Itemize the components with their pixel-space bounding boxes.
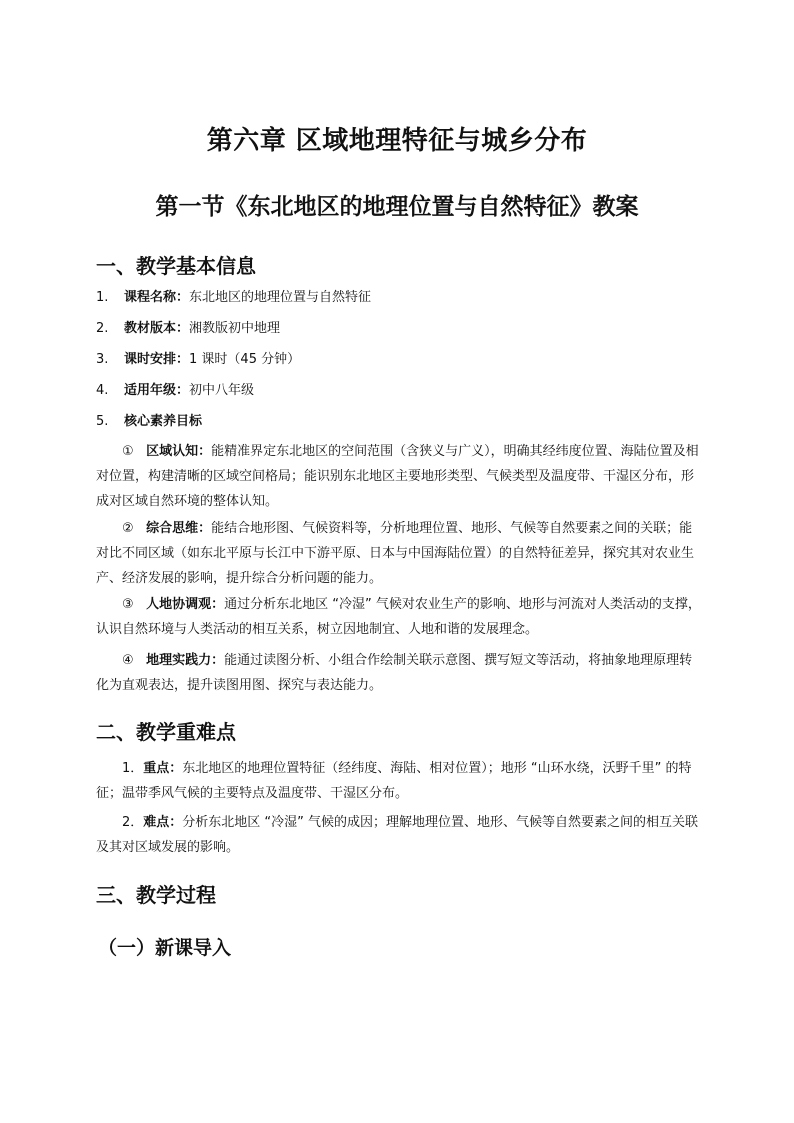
difficult-point: 2．难点：分析东北地区 “冷湿” 气候的成因；理解地理位置、地形、气候等自然要素之间的相互关联及其对区域发展的影响。 [96,815,699,855]
info-item-schedule: 3. 课时安排：1 课时（45 分钟） [96,352,301,367]
chapter-title: 第六章 区域地理特征与城乡分布 [206,126,588,156]
info-item-course-name: 1. 课程名称：东北地区的地理位置与自然特征 [96,290,372,305]
section-title: 第一节《东北地区的地理位置与自然特征》教案 [155,194,639,220]
goal-human-land: ③ 人地协调观：通过分析东北地区 “冷湿” 气候对农业生产的影响、地形与河流对人类活动的支撑，认识自然环境与人类活动的相互关系，树立因地制宜、人地和谐的发展理念。 [96,597,701,637]
info-list [96,288,716,443]
info-item-textbook: 2. 教材版本：湘教版初中地理 [96,321,281,336]
heading-teaching-process: 三、教学过程 [96,883,216,907]
key-point: 1．重点：东北地区的地理位置特征（经纬度、海陆、相对位置）；地形 “山环水绕，沃野千里” 的特征；温带季风气候的主要特点及温度带、干湿区分布。 [96,761,692,801]
goal-regional-cognition: ① 区域认知：能精准界定东北地区的空间范围（含狭义与广义），明确其经纬度位置、海陆位置及相对位置，构建清晰的区域空间格局；能识别东北地区主要地形类型、气候类型及温度带、干湿区分布，形成对区域自然环境的整体认知。 [96,444,699,509]
heading-basic-info: 一、教学基本信息 [96,254,256,278]
goal-comprehensive-thinking: ② 综合思维：能结合地形图、气候资料等，分析地理位置、地形、气候等自然要素之间的关联；能对比不同区域（如东北平原与长江中下游平原、日本与中国海陆位置）的自然特征差异，探究其对农业生产、经济发展的影响，提升综合分析问题的能力。 [96,521,695,586]
heading-key-points: 二、教学重难点 [96,720,236,744]
subheading-introduction: （一）新课导入 [98,937,232,959]
info-item-goals: 5. 核心素养目标 [96,414,203,429]
info-item-grade: 4. 适用年级：初中八年级 [96,383,255,398]
goal-geo-practice: ④ 地理实践力：能通过读图分析、小组合作绘制关联示意图、撰写短文等活动，将抽象地理原理转化为直观表达，提升读图用图、探究与表达能力。 [96,653,693,693]
